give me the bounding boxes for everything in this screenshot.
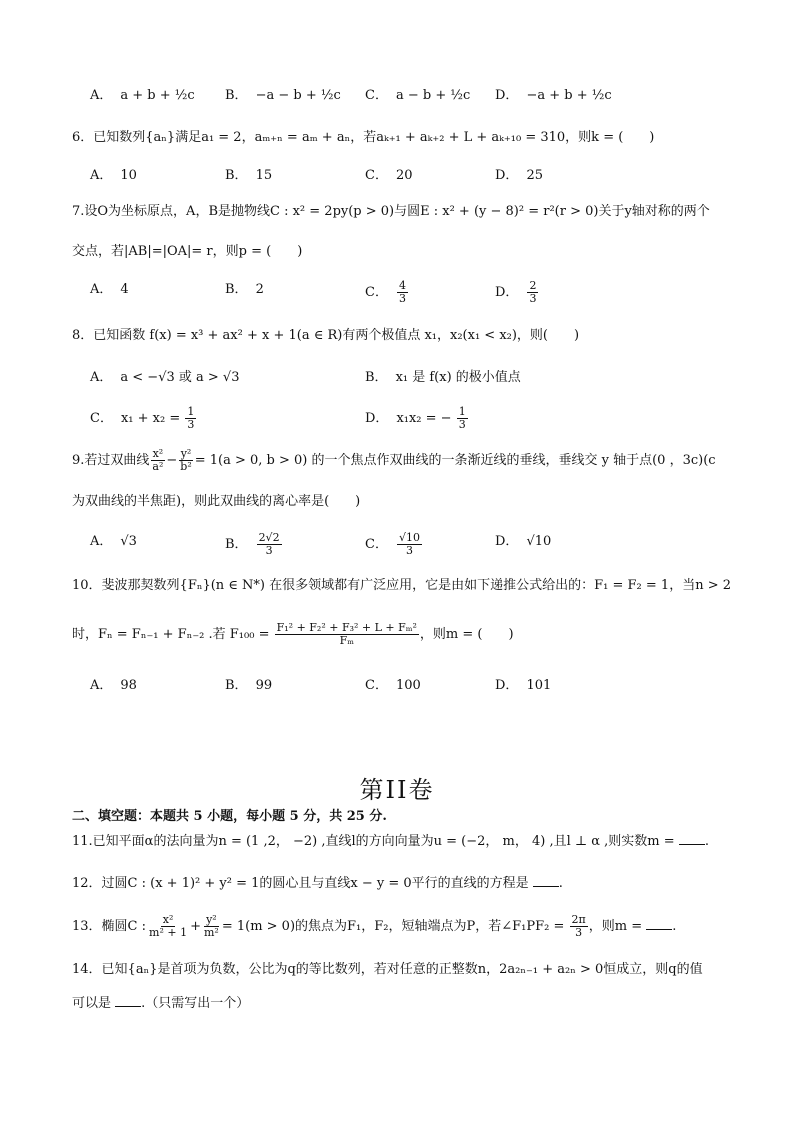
q8-options-row2 bbox=[90, 406, 750, 434]
q7-options bbox=[90, 280, 750, 308]
fraction: $\frac{2√2}{3}$ bbox=[258, 531, 280, 557]
fraction: $\frac{4}{3}$ bbox=[398, 279, 406, 305]
q9-options bbox=[90, 532, 750, 560]
answer-blank[interactable] bbox=[115, 994, 141, 1007]
q7-option-d[interactable]: D． $\frac{2}{3}$ bbox=[495, 279, 537, 305]
q6-options bbox=[90, 166, 750, 194]
q7-stem-line1: 7.设O为坐标原点，A，B是抛物线C : x² = 2py(p > 0)与圆E : x² + (y − 8)² = r²(r > 0)关于y轴对称的两个 bbox=[72, 204, 710, 219]
q9-stem-line2: 为双曲线的半焦距)，则此双曲线的离心率是( ) bbox=[72, 494, 361, 509]
answer-blank[interactable] bbox=[646, 917, 672, 930]
q7-option-c[interactable]: C． $\frac{4}{3}$ bbox=[365, 279, 406, 305]
fraction: $\frac{2\pi}{3}$ bbox=[571, 913, 586, 939]
fraction: $\frac{\text{x²}}{\text{a²}}$ bbox=[152, 447, 164, 473]
q10-stem-line1: 10．斐波那契数列{Fₙ}(n ∈ N*) 在很多领域都有广泛应用，它是由如下递推公式给出的：F₁ = F₂ = 1，当n > 2 bbox=[72, 578, 731, 593]
q9-option-b[interactable]: B． $\frac{2√2}{3}$ bbox=[225, 531, 280, 557]
answer-blank[interactable] bbox=[679, 832, 705, 845]
section-heading: 二、填空题：本题共 5 小题，每小题 5 分，共 25 分. bbox=[72, 809, 387, 824]
q7-option-b[interactable]: B． 2 bbox=[225, 282, 264, 297]
q14-stem-line2: 可以是 .（只需写出一个） bbox=[72, 996, 250, 1011]
fraction: $\frac{\text{y²}}{\text{b²}}$ bbox=[180, 447, 192, 473]
section-title: 第II卷 bbox=[359, 776, 435, 804]
q11-stem: 11.已知平面α的法向量为n = (1 ,2， −2) ,直线l的方向向量为u = (−2， m， 4) ,且l ⊥ α ,则实数m = . bbox=[72, 834, 709, 849]
q5-option-c[interactable]: C． a − b + ½c bbox=[365, 88, 471, 103]
q10-option-c[interactable]: C． 100 bbox=[365, 678, 421, 693]
q7-stem-line2: 交点，若|AB|=|OA|= r，则p = ( ) bbox=[72, 244, 303, 259]
q9-option-c[interactable]: C． $\frac{√10}{3}$ bbox=[365, 531, 420, 557]
q10-option-a[interactable]: A． 98 bbox=[90, 678, 137, 693]
q8-options-row1 bbox=[90, 368, 750, 396]
q8-option-d[interactable]: D． x₁x₂ = − $\frac{1}{3}$ bbox=[365, 405, 466, 431]
q10-stem-line2: 时，Fₙ = Fₙ₋₁ + Fₙ₋₂ .若 F₁₀₀ = $\frac{\text{F₁² + F₂² + F₃² + L + Fₘ²}}{\text{Fₘ}}$ ，则m = ( ) bbox=[72, 621, 514, 647]
q9-option-d[interactable]: D． √10 bbox=[495, 534, 552, 549]
fraction: $\frac{√10}{3}$ bbox=[398, 531, 420, 557]
q6-option-c[interactable]: C． 20 bbox=[365, 168, 413, 183]
fraction: $\frac{\text{y²}}{\text{m²}}$ bbox=[203, 913, 219, 939]
q6-stem: 6．已知数列{aₙ}满足a₁ = 2，aₘ₊ₙ = aₘ + aₙ，若aₖ₊₁ + aₖ₊₂ + L + aₖ₊₁₀ = 310，则k = ( ) bbox=[72, 130, 655, 145]
q13-stem: 13．椭圆C : $\frac{\text{x²}}{\text{m² + 1}}$ + $\frac{\text{y²}}{\text{m²}}$ = 1(m > 0)的焦点为F₁，F₂，短轴端点为P，若∠F₁PF₂ = $\frac{2\pi}{3}$ ，则m = . bbox=[72, 913, 677, 939]
q5-option-b[interactable]: B． −a − b + ½c bbox=[225, 88, 341, 103]
q10-option-d[interactable]: D． 101 bbox=[495, 678, 552, 693]
q9-stem-line1: 9.若过双曲线 $\frac{\text{x²}}{\text{a²}}$ − $\frac{\text{y²}}{\text{b²}}$ = 1(a > 0, b > 0) 的一个焦点作双曲线的一条渐近线的垂线，垂线交 y 轴于点(0 ，3c)(c bbox=[72, 447, 716, 473]
fraction: $\frac{1}{3}$ bbox=[187, 405, 195, 431]
q5-option-d[interactable]: D． −a + b + ½c bbox=[495, 88, 612, 103]
q8-option-c[interactable]: C． x₁ + x₂ = $\frac{1}{3}$ bbox=[90, 405, 195, 431]
q8-option-a[interactable]: A． a < −√3 或 a > √3 bbox=[90, 370, 240, 385]
q8-option-b[interactable]: B． x₁ 是 f(x) 的极小值点 bbox=[365, 370, 521, 385]
q10-option-b[interactable]: B． 99 bbox=[225, 678, 273, 693]
fraction: $\frac{\text{F₁² + F₂² + F₃² + L + Fₘ²}}{\text{Fₘ}}$ bbox=[276, 621, 417, 647]
q9-option-a[interactable]: A． √3 bbox=[90, 534, 137, 549]
fraction: $\frac{\text{x²}}{\text{m² + 1}}$ bbox=[149, 913, 188, 939]
answer-blank[interactable] bbox=[533, 874, 559, 887]
q5-option-a[interactable]: A． a + b + ½c bbox=[90, 88, 195, 103]
fraction: $\frac{1}{3}$ bbox=[458, 405, 466, 431]
fraction: $\frac{2}{3}$ bbox=[529, 279, 537, 305]
q6-option-a[interactable]: A． 10 bbox=[90, 168, 137, 183]
q6-option-b[interactable]: B． 15 bbox=[225, 168, 273, 183]
q7-option-a[interactable]: A． 4 bbox=[90, 282, 129, 297]
q10-options bbox=[90, 676, 750, 704]
q8-stem: 8．已知函数 f(x) = x³ + ax² + x + 1(a ∈ R)有两个极值点 x₁，x₂(x₁ < x₂)，则( ) bbox=[72, 328, 580, 343]
q14-stem-line1: 14．已知{aₙ}是首项为负数，公比为q的等比数列，若对任意的正整数n，2a₂ₙ₋₁ + a₂ₙ > 0恒成立，则q的值 bbox=[72, 962, 703, 977]
q5-options bbox=[90, 86, 750, 114]
q6-option-d[interactable]: D． 25 bbox=[495, 168, 543, 183]
q12-stem: 12．过圆C : (x + 1)² + y² = 1的圆心且与直线x − y = 0平行的直线的方程是 . bbox=[72, 876, 563, 891]
